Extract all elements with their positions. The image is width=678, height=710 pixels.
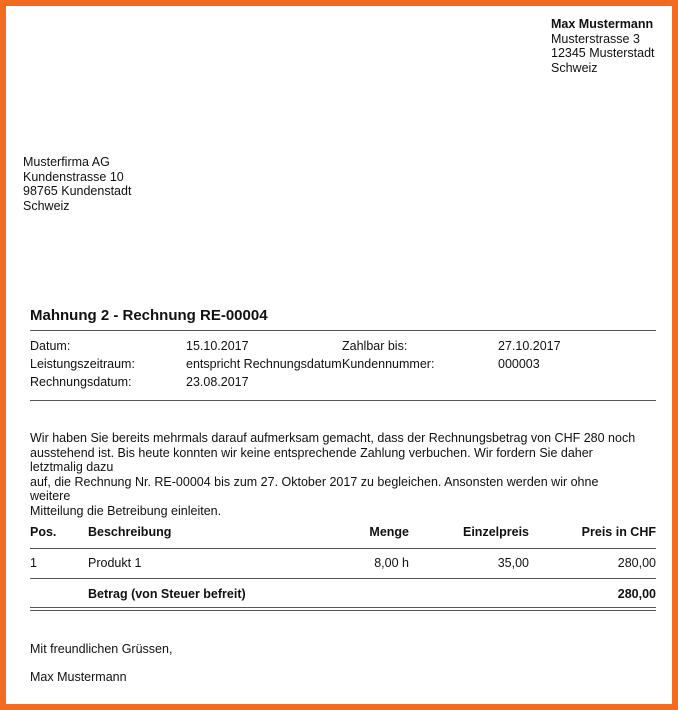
title-divider: [30, 330, 656, 331]
header-qty: Menge: [369, 525, 409, 539]
header-unit: Einzelpreis: [463, 525, 529, 539]
sender-address: [551, 17, 655, 75]
closing-greeting: Mit freundlichen Grüssen,: [30, 642, 173, 656]
reminder-line-1: Wir haben Sie bereits mehrmals darauf aufmerksam gemacht, dass der Rechnungsbetrag von CHF 280 noch: [30, 431, 636, 445]
table-total: [30, 587, 656, 603]
recipient-country: Schweiz: [23, 198, 70, 213]
sender-city: 12345 Musterstadt: [551, 46, 655, 60]
header-price: Preis in CHF: [581, 525, 656, 539]
rechnungsdatum-value: 23.08.2017: [186, 375, 249, 389]
table-row: [30, 556, 656, 572]
table-header: [30, 525, 656, 541]
sender-street: Musterstrasse 3: [551, 31, 640, 46]
rechnungsdatum-label: Rechnungsdatum:: [30, 375, 132, 389]
row-pos: 1: [30, 556, 37, 570]
recipient-company: Musterfirma AG: [23, 155, 110, 169]
reminder-line-4: Mitteilung die Betreibung einleiten.: [30, 503, 222, 518]
meta-labels-left: [30, 337, 135, 391]
recipient-address: [23, 155, 131, 213]
row-price: 280,00: [617, 556, 656, 570]
meta-labels-right: [342, 337, 434, 373]
leistung-value: entspricht Rechnungsdatum: [186, 357, 342, 371]
closing-signature: Max Mustermann: [30, 670, 127, 684]
meta-values-left: [186, 337, 342, 391]
reminder-line-3: auf, die Rechnung Nr. RE-00004 bis zum 27. Oktober 2017 zu begleichen. Ansonsten werden wir ohne weitere: [30, 474, 599, 503]
datum-value: 15.10.2017: [186, 339, 249, 353]
row-desc: Produkt 1: [88, 556, 142, 570]
datum-label: Datum:: [30, 339, 71, 353]
zahlbar-label: Zahlbar bis:: [342, 339, 408, 353]
table-row-divider: [30, 578, 656, 579]
recipient-street: Kundenstrasse 10: [23, 169, 124, 184]
total-value: 280,00: [617, 587, 656, 601]
zahlbar-value: 27.10.2017: [498, 339, 561, 353]
header-pos: Pos.: [30, 525, 57, 539]
row-unit: 35,00: [497, 556, 529, 570]
total-divider-1: [30, 607, 656, 608]
reminder-text: [30, 431, 640, 518]
leistung-label: Leistungszeitraum:: [30, 357, 135, 371]
sender-country: Schweiz: [551, 60, 598, 75]
header-desc: Beschreibung: [88, 525, 172, 539]
meta-divider: [30, 400, 656, 401]
document-title: Mahnung 2 - Rechnung RE-00004: [30, 307, 268, 324]
kunden-label: Kundennummer:: [342, 357, 435, 371]
total-divider-2: [30, 610, 656, 611]
row-qty: 8,00 h: [374, 556, 409, 570]
sender-name: Max Mustermann: [551, 17, 654, 31]
recipient-city: 98765 Kundenstadt: [23, 184, 132, 198]
meta-values-right: [498, 337, 561, 373]
kunden-value: 000003: [498, 357, 540, 371]
table-header-divider: [30, 548, 656, 549]
reminder-line-2: ausstehend ist. Bis heute konnten wir keine entsprechende Zahlung verbuchen. Wir fordern Sie daher letztmalig dazu: [30, 445, 593, 474]
total-label: Betrag (von Steuer befreit): [88, 587, 246, 601]
